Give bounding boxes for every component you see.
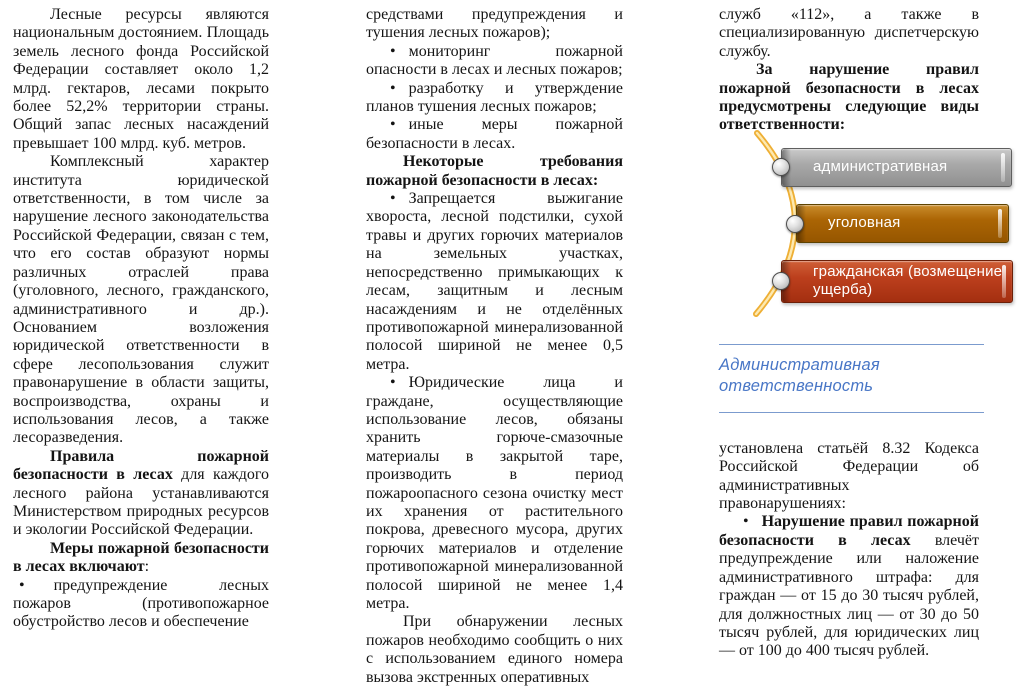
- diagram-bar-label: уголовная: [828, 214, 901, 232]
- bullet-item-monitoring: [366, 43, 623, 80]
- bullet-item-fuel-storage: [366, 374, 623, 613]
- regular-run: :: [144, 558, 150, 576]
- bullet-text: Юридические лица и граждане, осуществляющие использование лесов, обязаны хранить горюче-смазочные материалы в закрытой таре, производить в период пожароопасного сезона очистку мест их хранения от растительного покрова, древесного мусора, других горючих материалов и отделение противопожарной минерализованной полосой шириной не менее 1,4 метра.: [366, 374, 623, 612]
- heading-text: За нарушение правил пожарной безопасности в лесах предусмотрены следующие виды ответственности:: [719, 61, 979, 134]
- heading-text: Некоторые требования пожарной безопасности в лесах:: [366, 153, 623, 189]
- divider-line: [719, 412, 984, 413]
- bullet-icon: •: [19, 576, 25, 594]
- bold-run: Меры пожарной безопасности в лесах включают: [13, 539, 269, 576]
- diagram-bar-label: административная: [813, 158, 948, 176]
- column-1: [13, 6, 269, 632]
- regular-run: влечёт предупреждение или наложение административного штрафа: для граждан — от 15 до 30 тысяч рублей, для должностных лиц — от 30 до 50 тысяч рублей, для юридических лиц — от 100 до 400 тысяч рублей.: [719, 531, 980, 660]
- bullet-text: иные меры пожарной безопасности в лесах.: [366, 116, 623, 152]
- paragraph-text: установлена статьёй 8.32 Кодекса Российской Федерации об административных правонарушениях:: [719, 439, 979, 513]
- bullet-text: разработку и утверждение планов тушения лесных пожаров;: [366, 79, 623, 116]
- heading-liability-types: [719, 61, 979, 135]
- liability-types-diagram: [719, 136, 1003, 318]
- paragraph-text: Комплексный характер института юридической ответственности, в том числе за нарушение лесного законодательства Российской Федерации, связан с тем, что его состав образуют нормы различных отраслей права (уголовного, лесного, гражданского, административного и др.). Основанием возложения юридической ответственности в сфере лесопользования служит правонарушение в области защиты, воспроизводства, охраны и использования лесов, а также лесоразведения.: [13, 153, 269, 447]
- paragraph-forest-resources: [13, 6, 269, 153]
- diagram-node-icon: [772, 272, 790, 290]
- diagram-bar-label: гражданская (возмещение ущерба): [813, 263, 1003, 299]
- bullet-text: мониторинг пожарной опасности в лесах и лесных пожаров;: [366, 42, 623, 79]
- paragraph-text: средствами предупреждения и тушения лесных пожаров);: [366, 6, 623, 42]
- bullet-item-violation-fines: [719, 513, 979, 660]
- diagram-bar-administrative: [781, 148, 1012, 187]
- paragraph-continuation: [366, 6, 623, 43]
- diagram-node-icon: [772, 158, 790, 176]
- bullet-icon: •: [390, 42, 396, 60]
- bullet-icon: •: [743, 513, 749, 531]
- paragraph-article-832: [719, 440, 979, 514]
- bold-run: Нарушение правил пожарной безопасности в лесах: [719, 513, 979, 549]
- bullet-text: предупреждение лесных пожаров (противопожарное обустройство лесов и обеспечение: [13, 576, 269, 631]
- diagram-node-icon: [786, 215, 804, 233]
- heading-fire-safety-requirements: [366, 153, 623, 190]
- heading-fire-safety-measures: [13, 540, 269, 577]
- section-title-administrative-liability: [719, 355, 979, 397]
- paragraph-text: Лесные ресурсы являются национальным достоянием. Площадь земель лесного фонда Российской Федерации составляет около 1,2 млрд. гектаров, лесами покрыто более 52,2% территории страны. Общий запас лесных насаждений превышает 100 млрд. куб. метров.: [13, 6, 269, 152]
- paragraph-text: служб «112», а также в специализированную диспетчерскую службу.: [719, 6, 979, 60]
- paragraph-report-fires: [366, 613, 623, 687]
- column-3: [719, 6, 1003, 661]
- bullet-item-burning-ban: [366, 190, 623, 374]
- bullet-item-prevention: [13, 577, 269, 632]
- bullet-icon: •: [390, 79, 396, 97]
- bullet-item-plans: [366, 80, 623, 117]
- paragraph-continuation: [719, 6, 979, 61]
- paragraph-legal-nature: [13, 153, 269, 448]
- bullet-icon: •: [390, 190, 396, 208]
- section-title-text: Административная ответственность: [719, 355, 880, 395]
- bullet-icon: •: [390, 116, 396, 134]
- paragraph-fire-rules: [13, 448, 269, 540]
- column-2: [366, 6, 623, 687]
- diagram-bar-criminal: [796, 204, 1009, 243]
- regular-run: для каждого лесного района устанавливаются Министерством природных ресурсов и экологии Российской Федерации.: [13, 466, 269, 539]
- bullet-item-other-measures: [366, 116, 623, 153]
- bullet-icon: •: [390, 374, 396, 392]
- paragraph-text: При обнаружении лесных пожаров необходимо сообщить о них с использованием единого номера вызова экстренных оперативных: [366, 613, 623, 686]
- divider-line: [719, 344, 984, 345]
- bold-run: Правила пожарной безопасности в лесах: [13, 447, 269, 484]
- diagram-bar-civil: [781, 260, 1013, 303]
- bullet-text: Запрещается выжигание хвороста, лесной подстилки, сухой травы и других горючих материалов на земельных участках, непосредственно примыкающих к лесам, защитным и лесным насаждениям и не отделённых противопожарной минерализованной полосой шириной не менее 0,5 метра.: [366, 190, 623, 373]
